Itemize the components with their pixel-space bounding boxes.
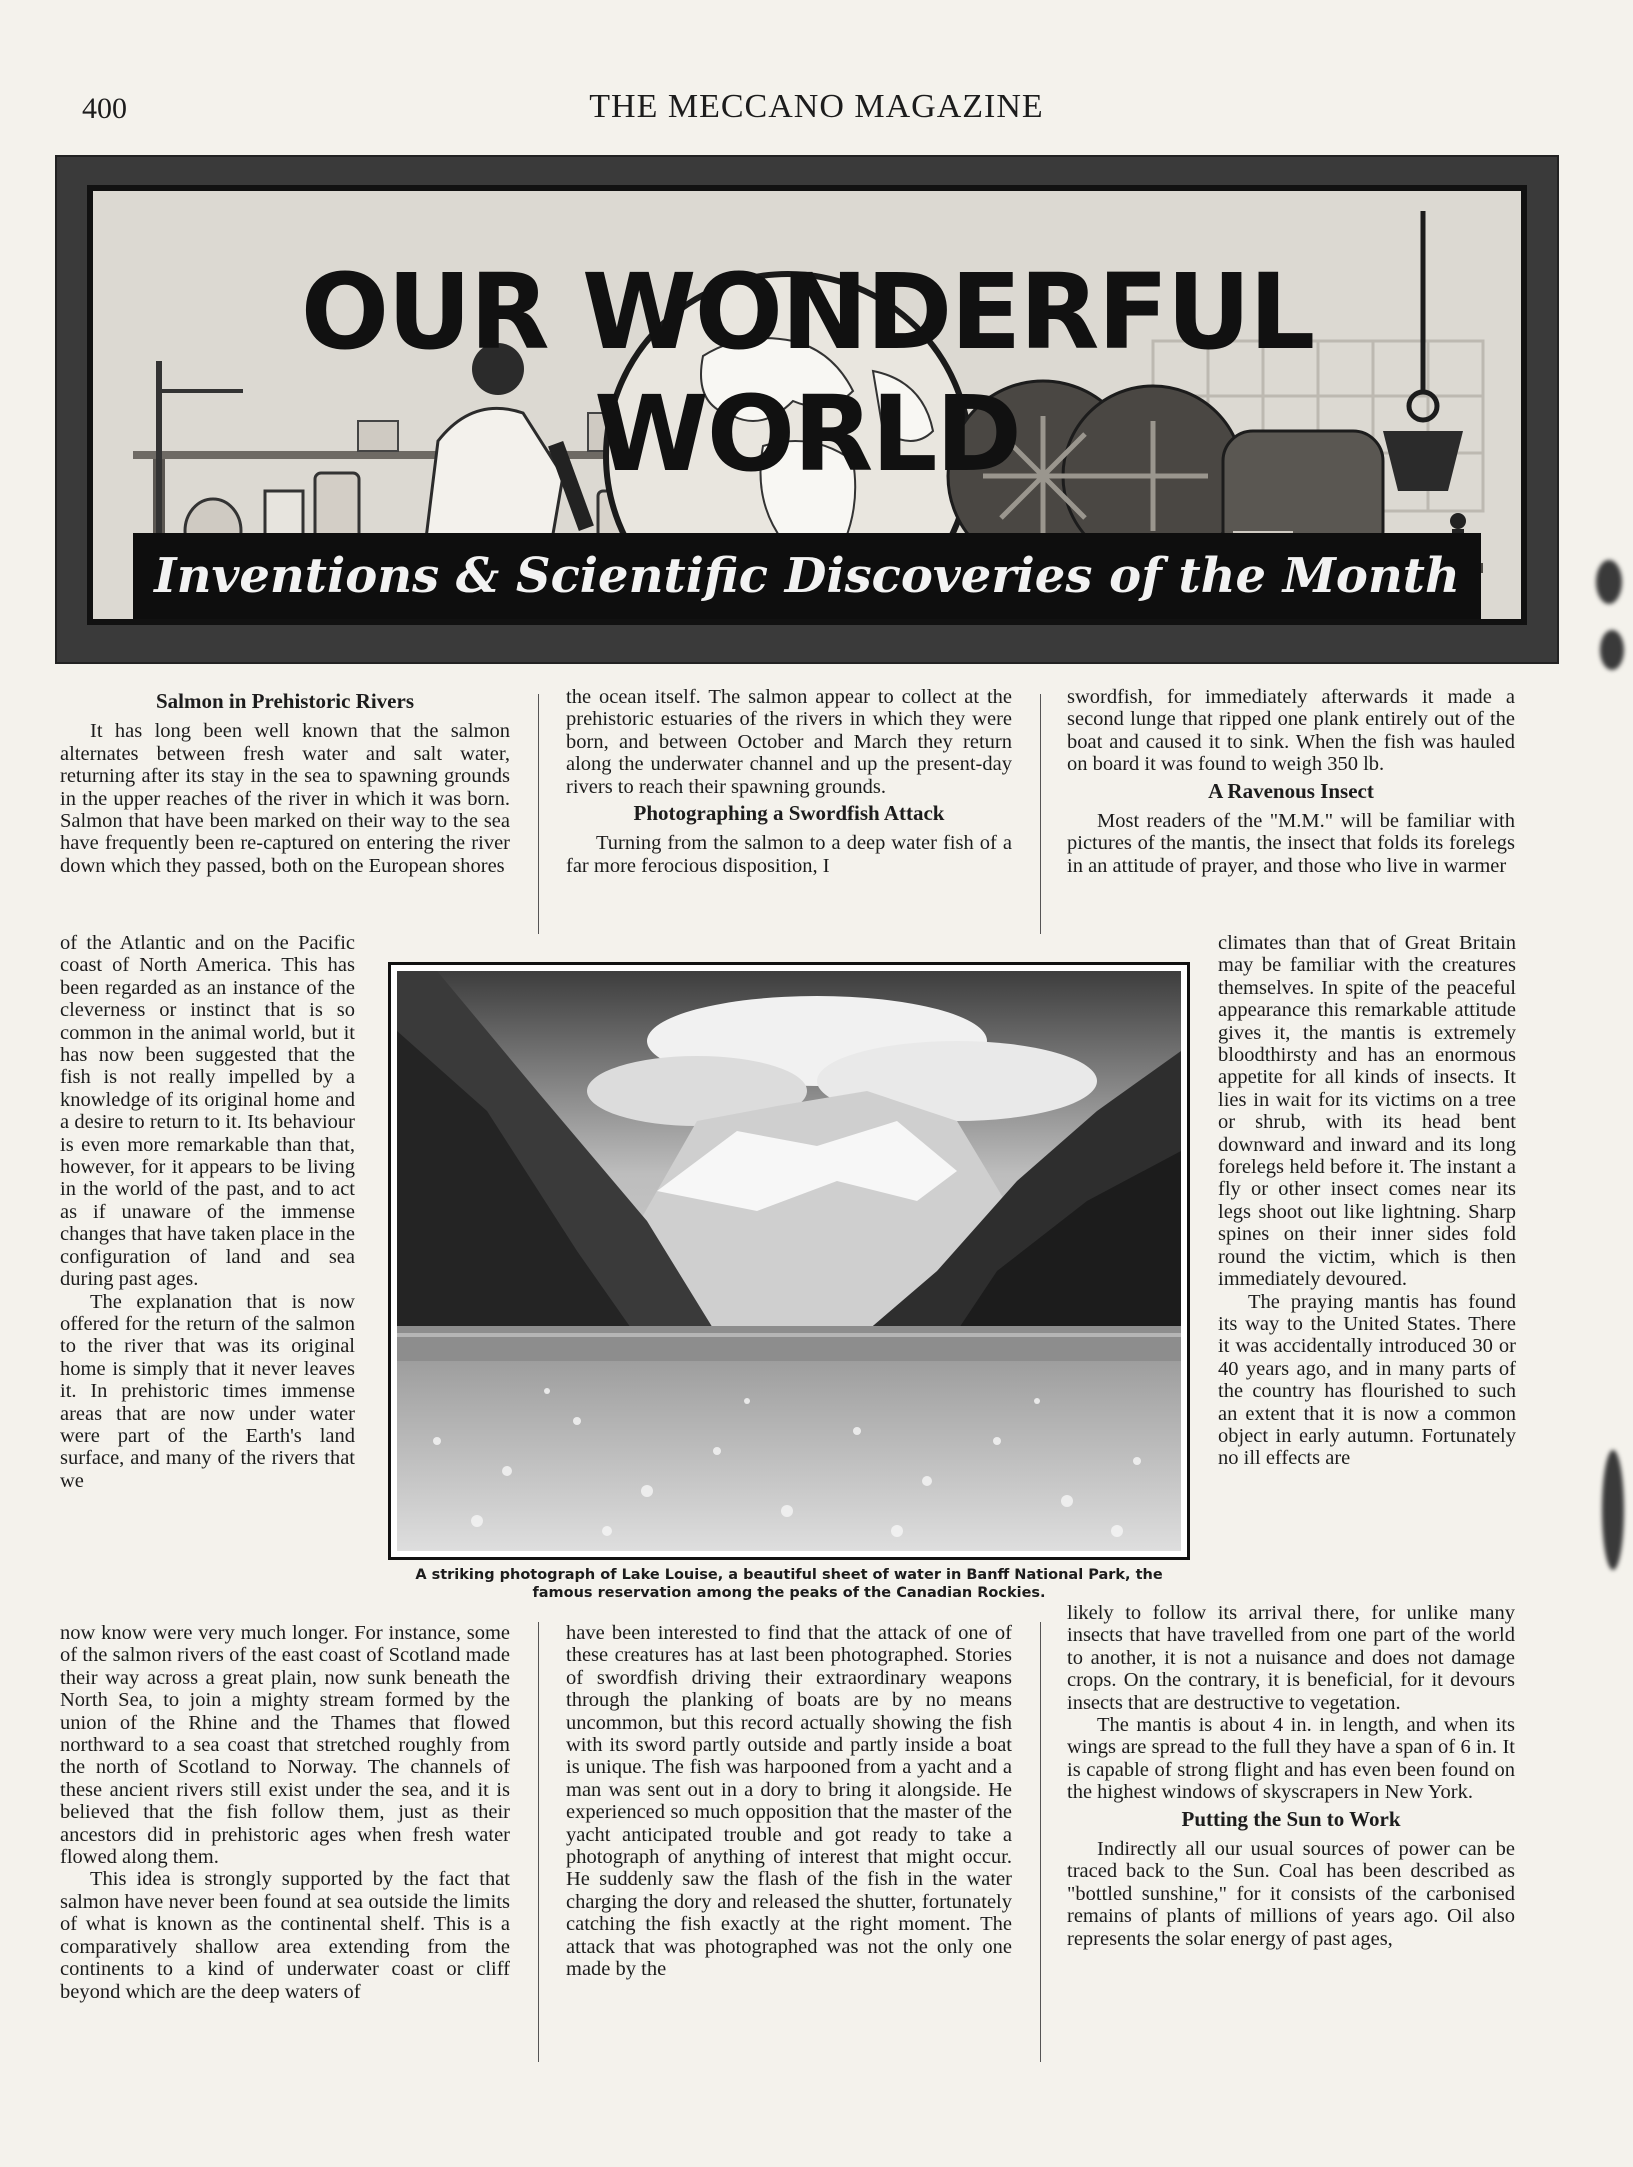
- column-rule: [1040, 694, 1041, 934]
- column-2-bottom: [566, 1622, 1012, 1981]
- heading-swordfish: Photographing a Swordfish Attack: [633, 801, 945, 826]
- paragraph: Indirectly all our usual sources of power can be traced back to the Sun. Coal has been described as "bottled sunshine," for it consists of the carbonised remains of plants of millions of years ago. Oil also represents the solar energy of past ages,: [1067, 1838, 1515, 1950]
- magazine-title: THE MECCANO MAGAZINE: [589, 88, 1044, 125]
- photo-frame: [388, 962, 1190, 1560]
- margin-stain: [1600, 630, 1624, 670]
- paragraph: The explanation that is now offered for the return of the salmon to the river that was its original home is simply that it never leaves it. In prehistoric times immense areas that are now under water were part of the Earth's land surface, and many of the rivers that we: [60, 1290, 355, 1492]
- column-rule: [1040, 1622, 1041, 2062]
- margin-stain: [1602, 1450, 1624, 1570]
- paragraph: This idea is strongly supported by the fact that salmon have never been found at sea outside the limits of what is known as the continental shelf. This is a comparatively shallow area extending from the continents to a kind of underwater coast or cliff beyond which are the deep waters of: [60, 1868, 510, 2003]
- paragraph: It has long been well known that the salmon alternates between fresh water and salt water, returning after its stay in the sea to spawning grounds in the upper reaches of the river in which it was born. Salmon that have been marked on their way to the sea have frequently been re-captured on entering the river down which they passed, both on the European shores: [60, 720, 510, 877]
- heading-insect: A Ravenous Insect: [1208, 778, 1374, 803]
- heading-salmon: Salmon in Prehistoric Rivers: [155, 689, 414, 713]
- paragraph: climates than that of Great Britain may be familiar with the creatures themselves. In spite of the peaceful appearance this remarkable attitude gives it, the mantis is extremely bloodthirsty and has an enormous appetite for all kinds of insects. It lies in wait for its victims on a tree or shrub, with its head bent downward and inward and its long forelegs held before it. The instant a fly or other insect comes near its legs shoot out like lightning. Sharp spines on their inner sides fold round the victim, which is then immediately devoured.: [1218, 932, 1516, 1291]
- paragraph: of the Atlantic and on the Pacific coast of North America. This has been regarded as an instance of the cleverness or instinct that is so common in the animal world, but it has now been suggested that the fish is not really impelled by a knowledge of its original home and a desire to return to it. Its behaviour is even more remarkable than that, however, for it appears to be living in the world of the past, and to act as if unaware of the immense changes that have taken place in the configuration of land and sea during past ages.: [60, 932, 355, 1291]
- paragraph: the ocean itself. The salmon appear to collect at the prehistoric estuaries of the rivers in which they were born, and between October and March they return along the underwater channel and up the present-day rivers to reach their spawning grounds.: [566, 686, 1012, 798]
- banner-subtitle: Inventions & Scientific Discoveries of the Month: [133, 533, 1481, 619]
- column-2-top: [566, 686, 1012, 877]
- column-1-bottom: [60, 1622, 510, 2003]
- lake-louise-photo: [397, 971, 1181, 1551]
- banner-panel: [87, 185, 1527, 625]
- paragraph: The mantis is about 4 in. in length, and when its wings are spread to the full they have a span of 6 in. It is capable of strong flight and has even been found on the highest windows of skyscrapers in New York.: [1067, 1714, 1515, 1804]
- column-1-middle: [60, 932, 355, 1492]
- column-3-middle: [1218, 932, 1516, 1470]
- photo-caption: [378, 1566, 1200, 1602]
- column-3-bottom: [1067, 1602, 1515, 1950]
- paragraph: likely to follow its arrival there, for unlike many insects that have travelled from one part of the world to another, it is not a nuisance and does not damage crops. On the contrary, it is beneficial, for it devours insects that are destructive to vegetation.: [1067, 1602, 1515, 1714]
- paragraph: have been interested to find that the attack of one of these creatures has at last been photographed. Stories of swordfish driving their extraordinary weapons through the planking of boats are by no means uncommon, but this record actually showing the fish with its sword partly outside and partly inside a boat is unique. The fish was harpooned from a yacht and a man was sent out in a dory to bring it alongside. He experienced so much opposition that the master of the yacht anticipated trouble and got ready to take a photograph of anything of interest that might occur. He suddenly saw the flash of the fish in the water charging the dory and released the shutter, fortunately catching the fish exactly at the right moment. The attack that was photographed was not the only one made by the: [566, 1622, 1012, 1981]
- heading-sun: Putting the Sun to Work: [1181, 1806, 1401, 1831]
- column-3-top: [1067, 686, 1515, 877]
- paragraph: Turning from the salmon to a deep water fish of a far more ferocious disposition, I: [566, 832, 1012, 877]
- margin-stain: [1596, 560, 1622, 604]
- column-rule: [538, 1622, 539, 2062]
- paragraph: swordfish, for immediately afterwards it made a second lunge that ripped one plank entirely out of the boat and caused it to sink. When the fish was hauled on board it was found to weigh 350 lb.: [1067, 686, 1515, 776]
- paragraph: Most readers of the "M.M." will be familiar with pictures of the mantis, the insect that folds its forelegs in an attitude of prayer, and those who live in warmer: [1067, 810, 1515, 877]
- paragraph: The praying mantis has found its way to the United States. There it was accidentally introduced 30 or 40 years ago, and in many parts of the country has flourished to such an extent that it is now a common object in early autumn. Fortunately no ill effects are: [1218, 1290, 1516, 1470]
- column-rule: [538, 694, 539, 934]
- paragraph: now know were very much longer. For instance, some of the salmon rivers of the east coast of Scotland made their way across a great plain, now sunk beneath the North Sea, to join a mighty stream formed by the union of the Rhine and the Thames that flowed northward to a sea coast that stretched roughly from the north of Scotland to Norway. The channels of these ancient rivers still exist under the sea, and it is believed that the fish follow them, just as their ancestors did in prehistoric ages when fresh water flowed along them.: [60, 1622, 510, 1869]
- caption-line: famous reservation among the peaks of the Canadian Rockies.: [532, 1585, 1046, 1601]
- column-1-top: [60, 686, 510, 877]
- caption-line: A striking photograph of Lake Louise, a beautiful sheet of water in Banff National Park, the: [415, 1567, 1163, 1583]
- page-number: 400: [82, 92, 127, 125]
- banner-title: OUR WONDERFUL WORLD: [300, 251, 1314, 495]
- banner: [57, 157, 1557, 662]
